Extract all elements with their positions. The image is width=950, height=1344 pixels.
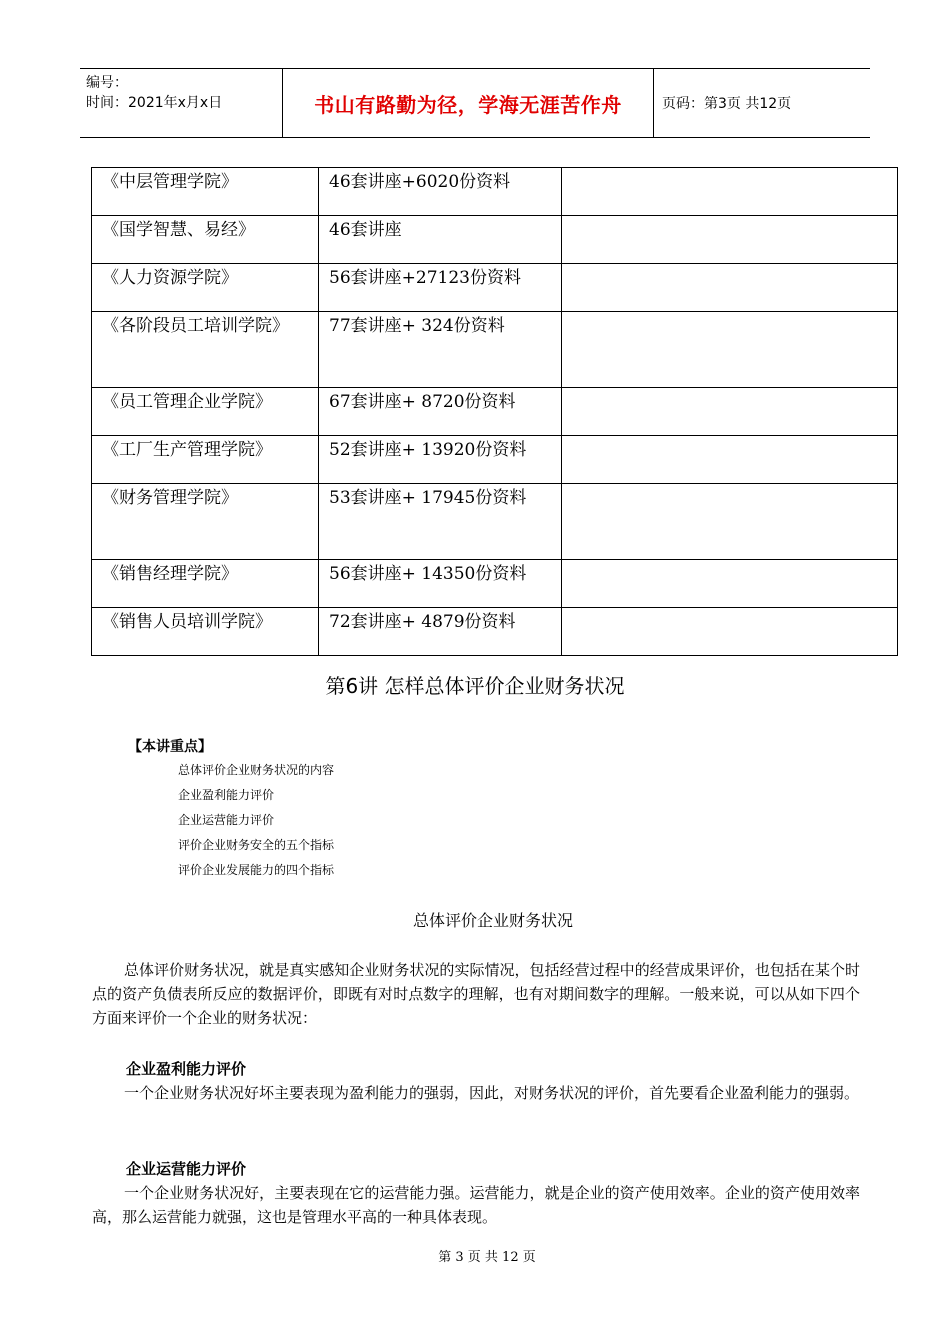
time-label: 时间：2021年x月x日 [86,95,223,111]
motto-text: 书山有路勤为径，学海无涯苦作舟 [314,92,622,117]
course-name-cell: 《财务管理学院》 [92,484,319,560]
lecture-title: 第6讲 怎样总体评价企业财务状况 [325,674,625,698]
list-item: 企业盈利能力评价 [178,788,275,802]
table-row [92,312,898,388]
course-name-cell: 《中层管理学院》 [92,168,319,216]
page-footer: 第 3 页 共 12 页 [438,1250,536,1265]
course-note-cell [562,264,898,312]
course-note-cell [562,168,898,216]
table-row [92,388,898,436]
course-content-cell: 46套讲座+6020份资料 [319,168,562,216]
list-item: 评价企业发展能力的四个指标 [178,863,335,877]
list-item: 评价企业财务安全的五个指标 [178,838,335,852]
course-name-cell: 《工厂生产管理学院》 [92,436,319,484]
course-content-cell: 53套讲座+ 17945份资料 [319,484,562,560]
section-title: 总体评价企业财务状况 [412,911,573,930]
course-note-cell [562,388,898,436]
intro-paragraph: 总体评价财务状况，就是真实感知企业财务状况的实际情况，包括经营过程中的经营成果评价，也包括在某个时点的资产负债表所反应的数据评价，即既有对时点数字的理解，也有对期间数字的理解。一般来说，可以从如下四个方面来评价一个企业的财务状况： [92,961,860,1027]
table-row [92,168,898,216]
course-content-cell: 72套讲座+ 4879份资料 [319,608,562,656]
table-row [92,608,898,656]
table-row [92,216,898,264]
course-content-cell: 77套讲座+ 324份资料 [319,312,562,388]
course-name-cell: 《员工管理企业学院》 [92,388,319,436]
table-row [92,484,898,560]
course-name-cell: 《各阶段员工培训学院》 [92,312,319,388]
course-name-cell: 《销售经理学院》 [92,560,319,608]
key-points-list [178,760,334,885]
course-name-cell: 《国学智慧、易经》 [92,216,319,264]
course-content-cell: 46套讲座 [319,216,562,264]
course-content-cell: 67套讲座+ 8720份资料 [319,388,562,436]
course-note-cell [562,560,898,608]
key-points-heading: 【本讲重点】 [128,739,212,755]
course-note-cell [562,312,898,388]
header-motto-cell [282,69,654,137]
table-row [92,560,898,608]
operations-paragraph: 一个企业财务状况好，主要表现在它的运营能力强。运营能力，就是企业的资产使用效率。企业的资产使用效率高，那么运营能力就强，这也是管理水平高的一种具体表现。 [92,1184,860,1226]
table-row [92,436,898,484]
table-row [92,264,898,312]
course-note-cell [562,436,898,484]
profitability-paragraph: 一个企业财务状况好坏主要表现为盈利能力的强弱，因此，对财务状况的评价，首先要看企业盈利能力的强弱。 [124,1084,860,1102]
course-content-cell: 56套讲座+27123份资料 [319,264,562,312]
course-name-cell: 《人力资源学院》 [92,264,319,312]
course-note-cell [562,608,898,656]
course-note-cell [562,484,898,560]
subheading-profitability: 企业盈利能力评价 [126,1060,247,1078]
serial-label: 编号： [86,75,128,91]
header-page-info: 页码：第3页 共12页 [662,96,792,112]
course-name-cell: 《销售人员培训学院》 [92,608,319,656]
course-note-cell [562,216,898,264]
header-meta [86,73,282,113]
list-item: 企业运营能力评价 [178,813,275,827]
course-content-cell: 52套讲座+ 13920份资料 [319,436,562,484]
list-item: 总体评价企业财务状况的内容 [178,763,335,777]
page-header [80,68,870,138]
course-content-cell: 56套讲座+ 14350份资料 [319,560,562,608]
subheading-operations: 企业运营能力评价 [126,1160,247,1178]
course-table [91,167,898,656]
